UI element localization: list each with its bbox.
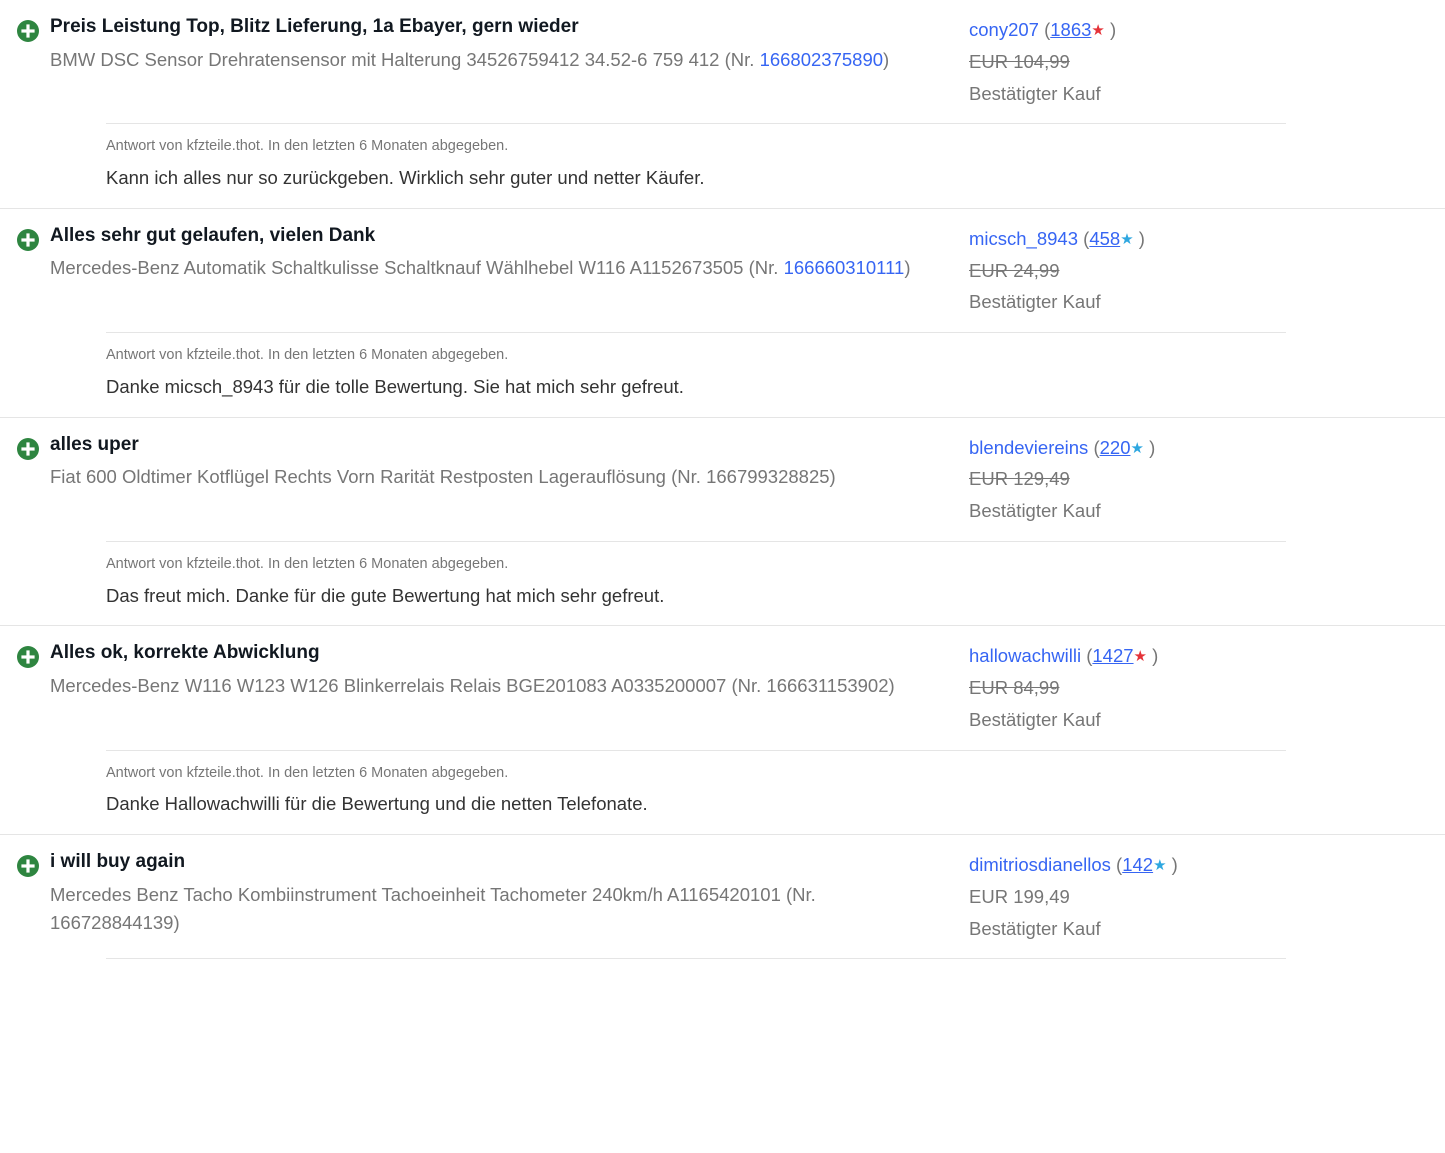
seller-reply-text: Danke micsch_8943 für die tolle Bewertung. Sie hat mich sehr gefreut. [106,375,684,397]
feedback-star-icon: ★ [1091,22,1105,39]
item-number[interactable]: 166802375890 [759,48,884,70]
feedback-entry-main [0,835,1445,948]
feedback-entry-main [0,209,1445,322]
item-title: Mercedes-Benz Automatik Schaltkulisse Schaltknauf Wählhebel W116 A1152673505 [50,257,744,279]
score-paren-open: ( [1078,227,1090,249]
positive-feedback-icon [16,223,50,252]
item-price: EUR 84,99 [969,677,1060,698]
feedback-item-description [50,254,945,283]
positive-feedback-icon [16,640,50,669]
buyer-score-link[interactable]: 1863 [1050,19,1092,40]
buyer-line [969,434,1429,462]
item-number-prefix: (Nr. [786,883,816,905]
seller-reply [106,332,1286,401]
item-number-suffix: ) [173,912,180,934]
positive-feedback-icon [16,14,50,43]
feedback-entry-meta [969,640,1429,733]
seller-reply-header: Antwort von kfzteile.thot. In den letzten 6 Monaten abgegeben. [106,347,509,363]
feedback-title: Preis Leistung Top, Blitz Lieferung, 1a Ebayer, gern wieder [50,16,579,37]
item-number-suffix: ) [883,48,890,70]
purchase-status: Bestätigter Kauf [969,500,1101,521]
feedback-entry-meta [969,223,1429,316]
score-paren-close: ) [1147,645,1159,667]
feedback-entry-main [0,418,1445,531]
feedback-title: alles uper [50,433,139,455]
positive-feedback-icon [16,849,50,878]
score-paren-open: ( [1088,436,1100,458]
seller-reply-text: Das freut mich. Danke für die gute Bewertung hat mich sehr gefreut. [106,584,665,606]
feedback-item-description [50,881,945,938]
seller-reply-text: Kann ich alles nur so zurückgeben. Wirklich sehr guter und netter Käufer. [106,167,705,188]
feedback-star-icon: ★ [1153,857,1167,874]
feedback-entry-body [50,223,969,283]
feedback-star-icon: ★ [1133,648,1147,666]
score-paren-close: ) [1166,854,1178,875]
feedback-entry-meta [969,849,1429,942]
item-number-prefix: (Nr. [748,257,784,279]
buyer-username-link[interactable]: micsch_8943 [969,227,1079,249]
score-paren-close: ) [1133,227,1145,249]
buyer-line [969,851,1429,879]
feedback-entry [0,834,1445,971]
buyer-score-link[interactable]: 1427 [1092,645,1134,667]
feedback-entry [0,417,1445,610]
seller-reply-header: Antwort von kfzteile.thot. In den letzten 6 Monaten abgegeben. [106,764,509,781]
item-price: EUR 24,99 [969,259,1060,281]
score-paren-open: ( [1038,19,1051,40]
item-price: EUR 199,49 [969,885,1070,907]
feedback-entry-main [0,0,1445,113]
score-paren-close: ) [1143,436,1156,458]
item-number-prefix: (Nr. [731,674,767,696]
item-number-suffix: ) [888,674,895,696]
buyer-username-link[interactable]: cony207 [969,19,1039,40]
feedback-entry-body [50,432,969,492]
item-number: 166799328825 [706,466,830,488]
positive-feedback-icon [16,432,50,461]
buyer-score-link[interactable]: 142 [1122,854,1154,875]
feedback-title: Alles ok, korrekte Abwicklung [50,642,320,664]
purchase-status: Bestätigter Kauf [969,82,1101,104]
feedback-entry [0,208,1445,401]
seller-reply [106,541,1286,610]
feedback-entry-body [50,640,969,700]
purchase-status: Bestätigter Kauf [969,291,1101,313]
item-number[interactable]: 166660310111 [783,257,905,279]
buyer-username-link[interactable]: dimitriosdianellos [969,854,1111,875]
feedback-item-description [50,46,945,75]
feedback-entry-meta [969,432,1429,525]
buyer-score-link[interactable]: 458 [1089,227,1121,249]
feedback-title: Alles sehr gut gelaufen, vielen Dank [50,224,376,246]
seller-reply [106,123,1286,192]
feedback-entry-body [50,14,969,74]
feedback-star-icon: ★ [1120,230,1134,248]
feedback-item-description [50,672,945,701]
feedback-entry [0,0,1445,192]
score-paren-close: ) [1104,19,1117,40]
item-price: EUR 104,99 [969,50,1070,72]
feedback-entry-meta [969,14,1429,107]
feedback-entry-body [50,849,969,938]
buyer-username-link[interactable]: blendeviereins [969,436,1089,458]
seller-reply [106,958,1286,971]
buyer-line [969,16,1429,44]
score-paren-open: ( [1081,645,1093,667]
feedback-title: i will buy again [50,851,186,872]
item-number: 166728844139 [50,912,174,934]
purchase-status: Bestätigter Kauf [969,917,1101,939]
score-paren-open: ( [1110,854,1123,875]
item-title: BMW DSC Sensor Drehratensensor mit Halterung 34526759412 34.52-6 759 412 [50,48,720,70]
item-number-suffix: ) [904,257,911,279]
item-number: 166631153902 [766,674,889,696]
buyer-line [969,642,1429,670]
buyer-score-link[interactable]: 220 [1099,436,1131,458]
seller-reply-text: Danke Hallowachwilli für die Bewertung und die netten Telefonate. [106,793,648,815]
purchase-status: Bestätigter Kauf [969,708,1101,730]
item-title: Fiat 600 Oldtimer Kotflügel Rechts Vorn Rarität Restposten Lagerauflösung [50,466,666,488]
item-title: Mercedes-Benz W116 W123 W126 Blinkerrelais Relais BGE201083 A0335200007 [50,674,727,696]
seller-reply [106,750,1286,819]
seller-reply-header: Antwort von kfzteile.thot. In den letzten 6 Monaten abgegeben. [106,138,509,155]
buyer-line [969,225,1429,253]
feedback-entry [0,625,1445,818]
item-number-prefix: (Nr. [724,48,760,70]
feedback-item-description [50,463,945,492]
seller-reply-header: Antwort von kfzteile.thot. In den letzten 6 Monaten abgegeben. [106,555,509,572]
item-price: EUR 129,49 [969,468,1070,490]
buyer-username-link[interactable]: hallowachwilli [969,645,1082,667]
item-number-prefix: (Nr. [671,466,707,488]
feedback-star-icon: ★ [1130,439,1144,457]
feedback-entry-main [0,626,1445,739]
item-title: Mercedes Benz Tacho Kombiinstrument Tachoeinheit Tachometer 240km/h A1165420101 [50,883,781,905]
item-number-suffix: ) [829,466,836,488]
